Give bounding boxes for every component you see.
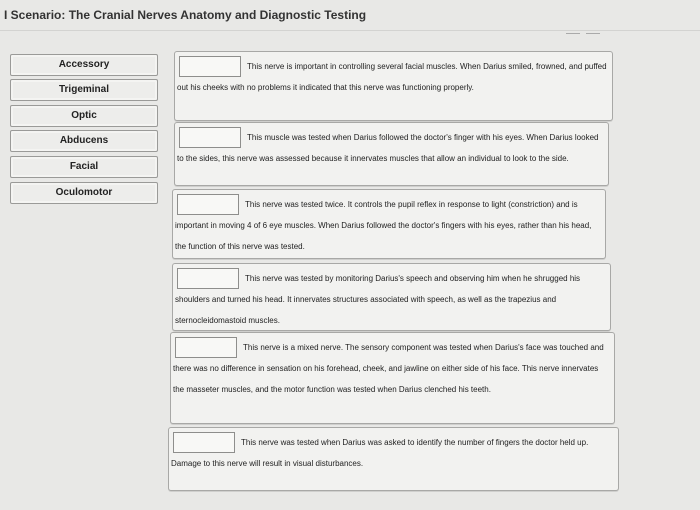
- dash-icon: [566, 33, 580, 34]
- question-text: This nerve was tested when Darius was asked to identify the number of fingers the doctor held up. Damage to this nerve will result in visual disturbances.: [171, 438, 589, 468]
- word-bank-item-optic[interactable]: Optic: [10, 105, 158, 127]
- question-text: This muscle was tested when Darius followed the doctor's finger with his eyes. When Darius looked to the sides, this nerve was assessed because it innervates muscles that allow an individual to look to the side.: [177, 133, 599, 163]
- question-text: This nerve is a mixed nerve. The sensory component was tested when Darius's face was touched and there was no difference in sensation on his forehead, cheek, and jawline on either side of his face. This nerve innervates the masseter muscles, and the motor function was tested when Darius clenched his teeth.: [173, 343, 604, 394]
- question-card: [174, 122, 609, 186]
- question-card: [172, 263, 611, 331]
- word-bank-item-facial[interactable]: Facial: [10, 156, 158, 178]
- question-text: This nerve is important in controlling several facial muscles. When Darius smiled, frowned, and puffed out his cheeks with no problems it indicated that this nerve was functioning properly.: [177, 62, 607, 92]
- question-text: This nerve was tested twice. It controls the pupil reflex in response to light (constriction) and is important in moving 4 of 6 eye muscles. When Darius followed the doctor's fingers with his eyes, rather than his head, the function of this nerve was tested.: [175, 200, 592, 251]
- question-card: [174, 51, 613, 121]
- word-bank-item-trigeminal[interactable]: Trigeminal: [10, 79, 158, 101]
- header-divider: [0, 30, 700, 31]
- question-card: [168, 427, 619, 491]
- dash-icon: [586, 33, 600, 34]
- question-text: This nerve was tested by monitoring Darius's speech and observing him when he shrugged his shoulders and turned his head. It innervates structures associated with speech, as well as the trapezius and sternocleidomastoid muscles.: [175, 274, 581, 325]
- question-card: [170, 332, 615, 424]
- word-bank-item-abducens[interactable]: Abducens: [10, 130, 158, 152]
- word-bank-item-oculomotor[interactable]: Oculomotor: [10, 182, 158, 204]
- word-bank-item-accessory[interactable]: Accessory: [10, 54, 158, 76]
- question-card: [172, 189, 606, 259]
- page-title: I Scenario: The Cranial Nerves Anatomy and Diagnostic Testing: [4, 8, 367, 22]
